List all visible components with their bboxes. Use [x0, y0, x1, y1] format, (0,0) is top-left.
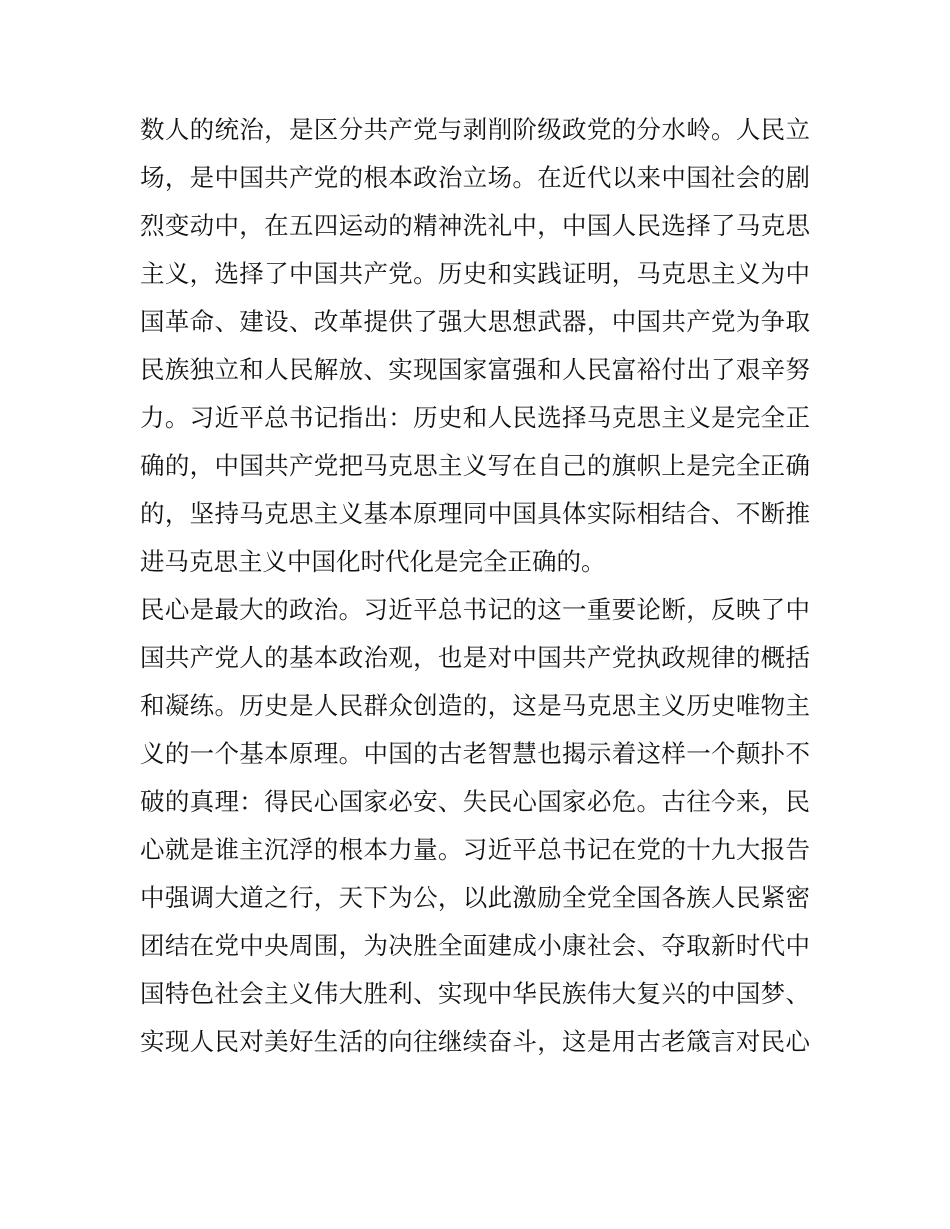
text-line: 主义，选择了中国共产党。历史和实践证明，马克思主义为中	[140, 259, 810, 288]
text-line: 的，坚持马克思主义基本原理同中国具体实际相结合、不断推	[140, 499, 810, 528]
text-line: 场，是中国共产党的根本政治立场。在近代以来中国社会的剧	[140, 163, 810, 192]
text-line: 进马克思主义中国化时代化是完全正确的。	[140, 547, 606, 576]
text-line: 实现人民对美好生活的向往继续奋斗，这是用古老箴言对民心	[140, 1027, 810, 1056]
text-line: 和凝练。历史是人民群众创造的，这是马克思主义历史唯物主	[140, 691, 810, 720]
text-line: 义的一个基本原理。中国的古老智慧也揭示着这样一个颠扑不	[140, 739, 810, 768]
paragraph	[140, 586, 810, 1066]
text-line: 国共产党人的基本政治观，也是对中国共产党执政规律的概括	[140, 643, 810, 672]
text-line: 破的真理：得民心国家必安、失民心国家必危。古往今来，民	[140, 787, 810, 816]
text-line: 力。习近平总书记指出：历史和人民选择马克思主义是完全正	[140, 403, 810, 432]
text-line: 国特色社会主义伟大胜利、实现中华民族伟大复兴的中国梦、	[140, 979, 810, 1008]
paragraph	[140, 106, 810, 586]
text-line: 中强调大道之行，天下为公，以此激励全党全国各族人民紧密	[140, 883, 810, 912]
text-line: 民心是最大的政治。习近平总书记的这一重要论断，反映了中	[140, 595, 810, 624]
text-line: 心就是谁主沉浮的根本力量。习近平总书记在党的十九大报告	[140, 835, 810, 864]
text-line: 团结在党中央周围，为决胜全面建成小康社会、夺取新时代中	[140, 931, 810, 960]
text-line: 确的，中国共产党把马克思主义写在自己的旗帜上是完全正确	[140, 451, 810, 480]
text-line: 国革命、建设、改革提供了强大思想武器，中国共产党为争取	[140, 307, 810, 336]
text-line: 烈变动中，在五四运动的精神洗礼中，中国人民选择了马克思	[140, 211, 810, 240]
text-line: 民族独立和人民解放、实现国家富强和人民富裕付出了艰辛努	[140, 355, 810, 384]
text-line: 数人的统治，是区分共产党与剥削阶级政党的分水岭。人民立	[140, 115, 810, 144]
